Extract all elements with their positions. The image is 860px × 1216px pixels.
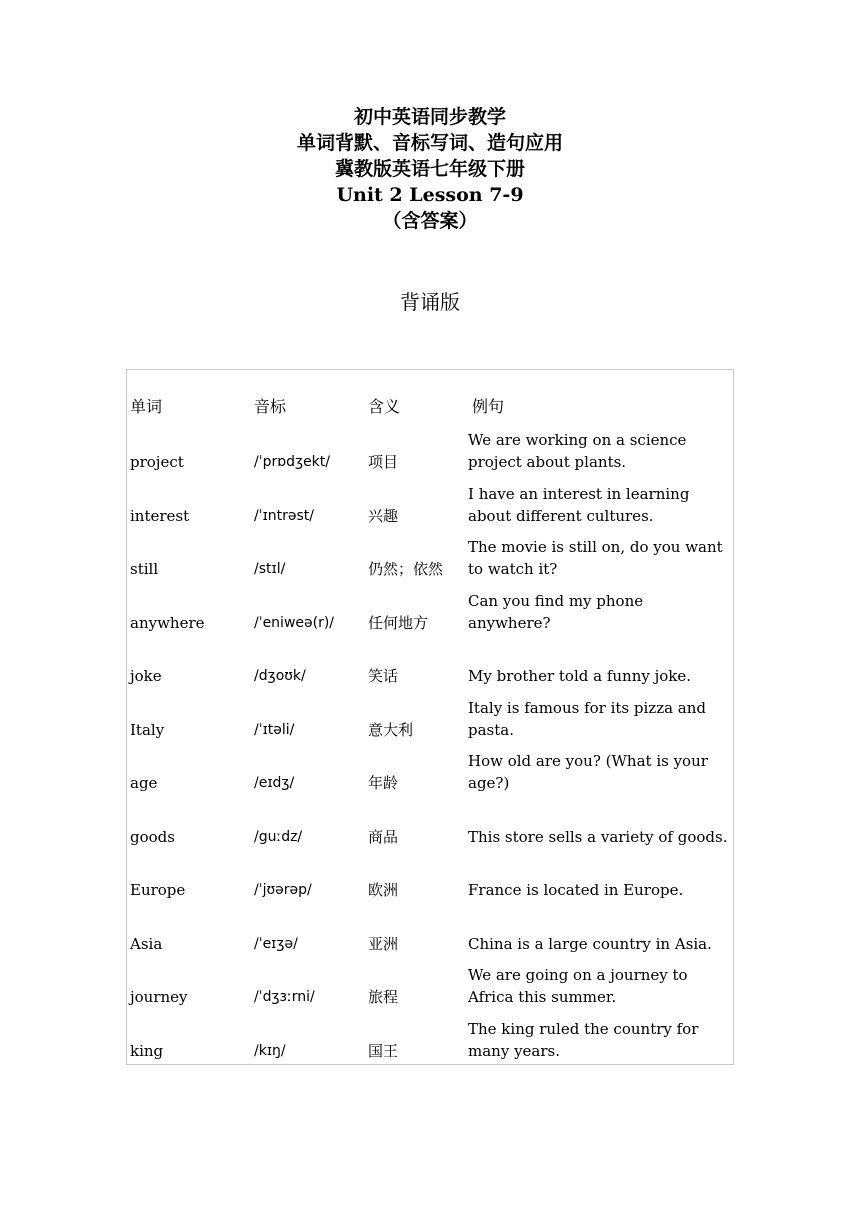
title-line-3: 冀教版英语七年级下册 bbox=[334, 158, 525, 180]
title-line-1: 初中英语同步教学 bbox=[353, 106, 506, 128]
table-row bbox=[127, 424, 733, 478]
phonetic-cell: /ˈɪtəli/ bbox=[254, 721, 295, 738]
table-row bbox=[127, 584, 733, 638]
example-cell: I have an interest in learning about different cultures. bbox=[468, 484, 690, 525]
meaning-cell: 旅程 bbox=[368, 988, 399, 1006]
document-title bbox=[0, 104, 860, 234]
column-header-word: 单词 bbox=[130, 396, 163, 416]
phonetic-cell: /ˈjʊərəp/ bbox=[254, 882, 312, 898]
phonetic-cell: /ˈdʒɜːrni/ bbox=[254, 989, 315, 1005]
title-line-5: （含答案） bbox=[382, 210, 478, 232]
table-row bbox=[127, 959, 733, 1013]
phonetic-cell: /kɪŋ/ bbox=[254, 1042, 286, 1059]
example-cell: Italy is famous for its pizza and pasta. bbox=[468, 698, 707, 739]
meaning-cell: 年龄 bbox=[368, 774, 399, 792]
table-header-row bbox=[127, 370, 733, 424]
example-cell: We are working on a science project about plants. bbox=[468, 431, 687, 471]
word-cell: age bbox=[130, 774, 158, 792]
meaning-cell: 兴趣 bbox=[368, 506, 399, 525]
example-cell: My brother told a funny joke. bbox=[468, 667, 692, 685]
word-cell: journey bbox=[130, 988, 188, 1006]
word-cell: interest bbox=[130, 506, 190, 525]
meaning-cell: 项目 bbox=[368, 453, 399, 471]
table-row bbox=[127, 1012, 733, 1066]
meaning-cell: 任何地方 bbox=[368, 613, 429, 632]
phonetic-cell: /ˈeɪʒə/ bbox=[254, 935, 298, 952]
example-cell: France is located in Europe. bbox=[468, 881, 684, 899]
phonetic-cell: /ˈprɒdʒekt/ bbox=[254, 454, 330, 470]
table-row bbox=[127, 745, 733, 799]
meaning-cell: 商品 bbox=[368, 827, 399, 846]
table-row bbox=[127, 905, 733, 959]
word-cell: Italy bbox=[130, 720, 165, 739]
word-cell: Asia bbox=[130, 934, 163, 953]
column-header-meaning: 含义 bbox=[368, 396, 401, 416]
meaning-cell: 笑话 bbox=[368, 667, 399, 685]
phonetic-cell: /guːdz/ bbox=[254, 828, 303, 845]
column-header-example: 例句 bbox=[472, 396, 505, 416]
vocabulary-table bbox=[126, 369, 734, 1065]
word-cell: goods bbox=[130, 827, 175, 846]
example-cell: The king ruled the country for many years. bbox=[468, 1019, 699, 1060]
table-row bbox=[127, 691, 733, 745]
phonetic-cell: /ˈɪntrəst/ bbox=[254, 507, 314, 524]
word-cell: anywhere bbox=[130, 613, 205, 632]
meaning-cell: 欧洲 bbox=[368, 881, 399, 899]
meaning-cell: 仍然；依然 bbox=[368, 560, 444, 578]
section-subtitle: 背诵版 bbox=[400, 290, 460, 314]
example-cell: We are going on a journey to Africa this summer. bbox=[468, 966, 688, 1006]
table-row bbox=[127, 852, 733, 906]
phonetic-cell: /stɪl/ bbox=[254, 561, 286, 577]
table-row bbox=[127, 798, 733, 852]
example-cell: How old are you? (What is your age?) bbox=[468, 752, 708, 792]
example-cell: The movie is still on, do you want to watch it? bbox=[468, 538, 723, 578]
example-cell: Can you find my phone anywhere? bbox=[468, 591, 644, 632]
column-header-phonetic: 音标 bbox=[254, 396, 287, 416]
word-cell: project bbox=[130, 453, 184, 471]
word-cell: joke bbox=[130, 667, 162, 685]
title-line-4: Unit 2 Lesson 7-9 bbox=[336, 184, 524, 206]
example-cell: This store sells a variety of goods. bbox=[468, 827, 728, 846]
phonetic-cell: /dʒoʊk/ bbox=[254, 668, 306, 684]
word-cell: Europe bbox=[130, 881, 186, 899]
word-cell: still bbox=[130, 560, 159, 578]
table-row bbox=[127, 638, 733, 692]
table-row bbox=[127, 477, 733, 531]
word-cell: king bbox=[130, 1041, 164, 1060]
table-row bbox=[127, 531, 733, 585]
example-cell: China is a large country in Asia. bbox=[468, 934, 712, 953]
meaning-cell: 国王 bbox=[368, 1041, 399, 1060]
meaning-cell: 亚洲 bbox=[368, 934, 399, 953]
phonetic-cell: /ˈeniweə(r)/ bbox=[254, 614, 335, 631]
title-line-2: 单词背默、音标写词、造句应用 bbox=[296, 132, 563, 154]
meaning-cell: 意大利 bbox=[368, 720, 414, 739]
phonetic-cell: /eɪdʒ/ bbox=[254, 775, 295, 791]
